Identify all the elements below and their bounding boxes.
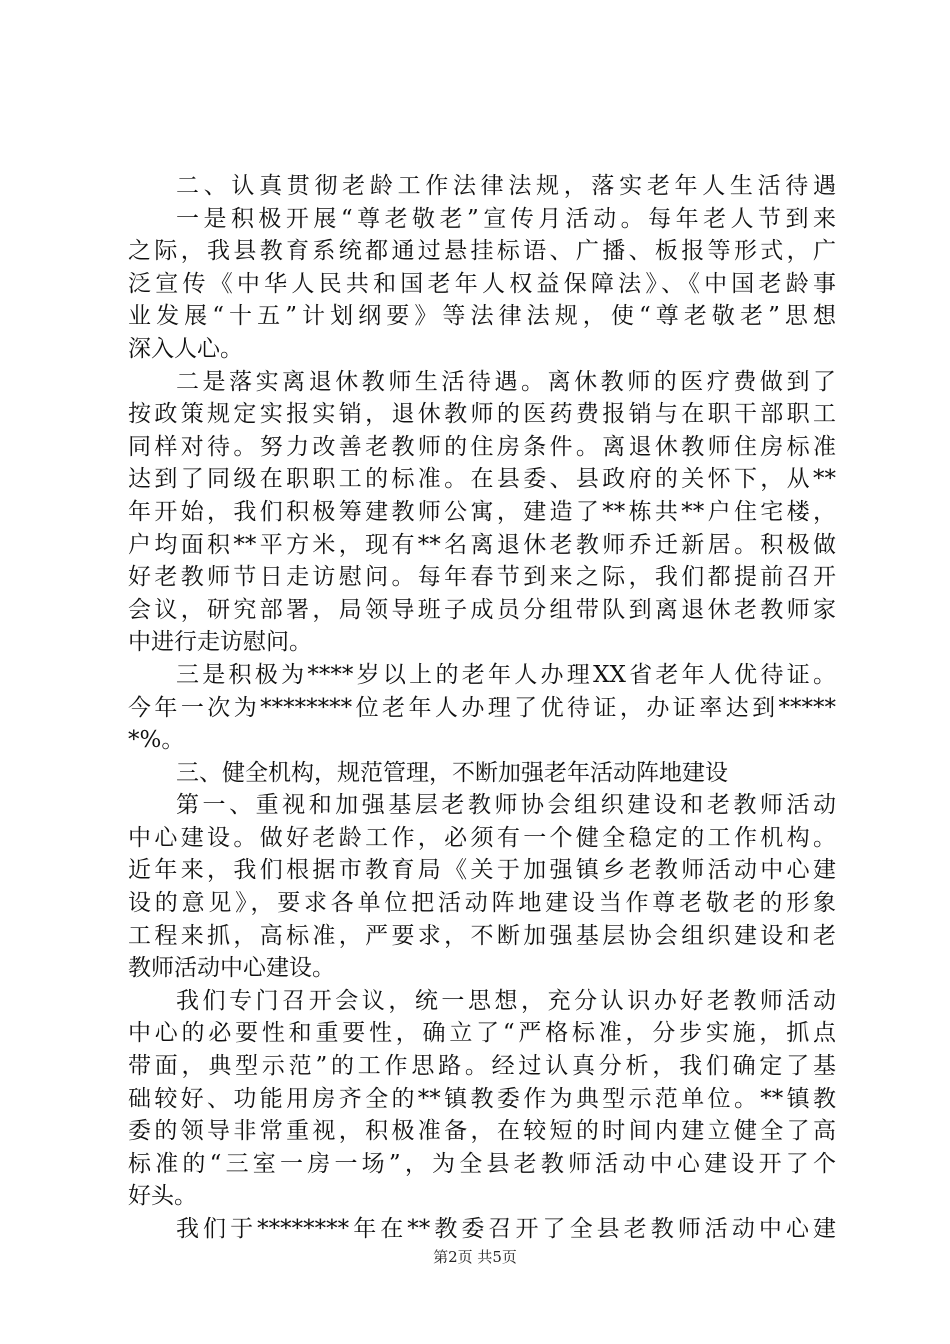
- text-line: 第一、重视和加强基层老教师协会组织建设和老教师活动: [176, 792, 836, 819]
- section-heading-3: 三、健全机构，规范管理，不断加强老年活动阵地建设: [176, 759, 728, 786]
- text-line: 二是落实离退休教师生活待遇。离休教师的医疗费做到了: [176, 368, 836, 395]
- text-line: 我们专门召开会议，统一思想，充分认识办好老教师活动: [176, 987, 836, 1014]
- text-line: 达到了同级在职职工的标准。在县委、县政府的关怀下，从**: [128, 466, 836, 493]
- text-line: *%。: [128, 727, 185, 754]
- text-line: 同样对待。努力改善老教师的住房条件。离退休教师住房标准: [128, 433, 836, 460]
- text-line: 好头。: [128, 1183, 197, 1210]
- text-line: 中进行走访慰问。: [128, 629, 312, 656]
- text-line: 设的意见》，要求各单位把活动阵地建设当作尊老敬老的形象: [128, 890, 836, 917]
- text-line: 三是积极为****岁以上的老年人办理XX省老年人优待证。: [176, 661, 836, 688]
- text-line: 标准的“三室一房一场”，为全县老教师活动中心建设开了个: [128, 1150, 836, 1177]
- text-line: 年开始，我们积极筹建教师公寓，建造了**栋共**户住宅楼，: [128, 498, 836, 525]
- text-line: 一是积极开展“尊老敬老”宣传月活动。每年老人节到来: [176, 205, 836, 232]
- text-line: 今年一次为********位老年人办理了优待证，办证率达到*****: [128, 694, 836, 721]
- text-line: 带面，典型示范”的工作思路。经过认真分析，我们确定了基: [128, 1053, 836, 1080]
- document-body: [128, 170, 836, 1246]
- text-line: 按政策规定实报实销，退休教师的医药费报销与在职干部职工: [128, 401, 836, 428]
- text-line: 业发展“十五”计划纲要》等法律法规，使“尊老敬老”思想: [128, 303, 836, 330]
- text-line: 我们于********年在**教委召开了全县老教师活动中心建: [176, 1216, 836, 1242]
- text-line: 好老教师节日走访慰问。每年春节到来之际，我们都提前召开: [128, 564, 836, 591]
- text-line: 会议，研究部署，局领导班子成员分组带队到离退休老教师家: [128, 596, 836, 623]
- text-line: 委的领导非常重视，积极准备，在较短的时间内建立健全了高: [128, 1118, 836, 1145]
- text-line: 户均面积**平方米，现有**名离退休老教师乔迁新居。积极做: [128, 531, 836, 558]
- text-line: 深入人心。: [128, 335, 243, 362]
- text-line: 中心的必要性和重要性，确立了“严格标准，分步实施，抓点: [128, 1020, 836, 1047]
- page-footer: 第2页 共5页: [433, 1248, 517, 1266]
- text-line: 工程来抓，高标准，严要求，不断加强基层协会组织建设和老: [128, 922, 836, 949]
- text-line: 近年来，我们根据市教育局《关于加强镇乡老教师活动中心建: [128, 857, 836, 884]
- text-line: 教师活动中心建设。: [128, 955, 335, 982]
- section-heading-2: 二、认真贯彻老龄工作法律法规，落实老年人生活待遇: [176, 173, 836, 199]
- text-line: 之际，我县教育系统都通过悬挂标语、广播、板报等形式，广: [128, 238, 836, 265]
- text-line: 础较好、功能用房齐全的**镇教委作为典型示范单位。**镇教: [128, 1085, 836, 1112]
- text-line: 中心建设。做好老龄工作，必须有一个健全稳定的工作机构。: [128, 824, 836, 851]
- text-line: 泛宣传《中华人民共和国老年人权益保障法》、《中国老龄事: [128, 270, 836, 297]
